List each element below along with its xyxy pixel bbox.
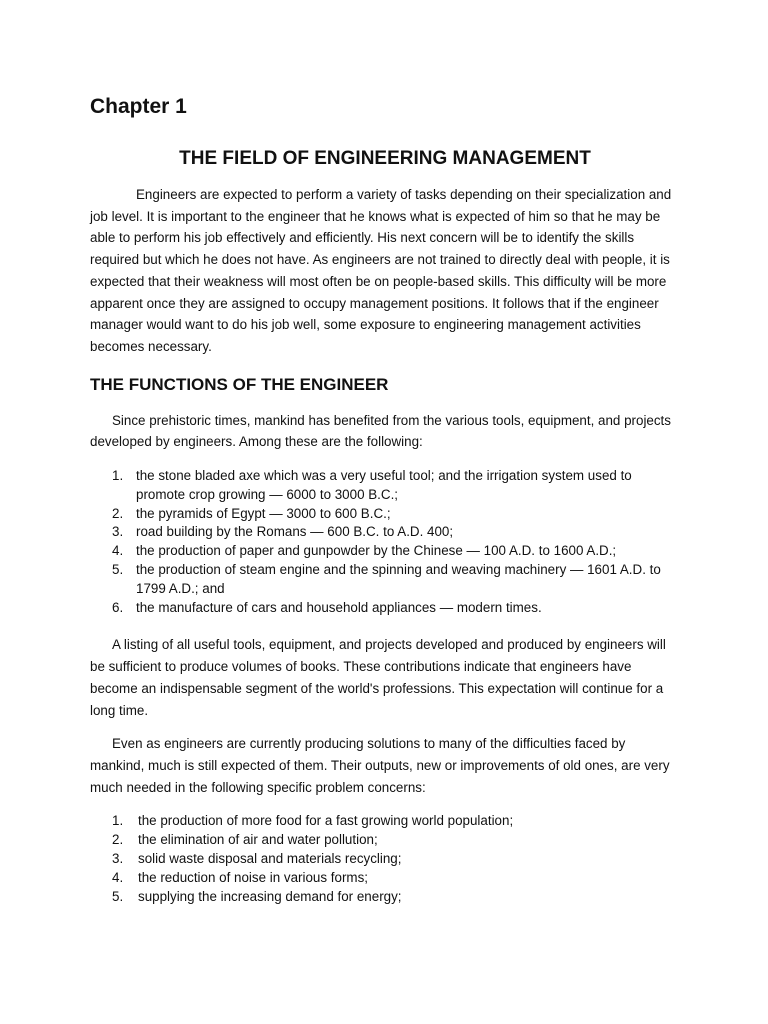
list-item-text: the manufacture of cars and household appliances — modern times. [136,599,542,615]
list-item [90,831,680,850]
list-item [90,812,680,831]
document-title: THE FIELD OF ENGINEERING MANAGEMENT [179,148,591,169]
list-item [90,599,680,618]
list-item [90,869,680,888]
body-paragraph: A listing of all useful tools, equipment, and projects developed and produced by engineers will be sufficient to produce volumes of books. These contributions indicate that engineers have become an indispensable segment of the world's professions. This expectation will continue for a long time. [90,637,666,718]
list-item-text: the production of steam engine and the spinning and weaving machinery — 1601 A.D. to 1799 A.D.; and [136,562,661,596]
list-item [90,850,680,869]
list-item-number: 2. [112,832,124,848]
engineering-contributions-list [90,467,680,617]
list-item-text: the elimination of air and water pollution; [138,832,378,848]
list-item-number: 1. [112,468,124,484]
list-item-text: the production of more food for a fast growing world population; [138,813,514,829]
page-content [90,92,680,906]
list-item-number: 5. [112,888,124,904]
list-item-number: 3. [112,524,124,540]
list-item-number: 1. [112,813,124,829]
list-item [90,542,680,561]
section-heading: THE FUNCTIONS OF THE ENGINEER [90,374,389,394]
list-item-number: 2. [112,505,124,521]
problem-concerns-list [90,812,680,906]
list-item-text: solid waste disposal and materials recycling; [138,850,402,866]
list-item-text: the stone bladed axe which was a very useful tool; and the irrigation system used to promote crop growing — 6000 to 3000 B.C.; [136,468,632,502]
list-item [90,561,680,599]
list-item [90,467,680,505]
body-paragraph: Even as engineers are currently producing solutions to many of the difficulties faced by mankind, much is still expected of them. Their outputs, new or improvements of old ones, are very much needed in the following specific problem concerns: [90,736,670,795]
list-item-number: 6. [112,599,124,615]
list-item-number: 5. [112,562,124,578]
list-item-number: 4. [112,543,124,559]
list-item-number: 3. [112,850,124,866]
chapter-heading: Chapter 1 [90,95,187,118]
list-item-text: the pyramids of Egypt — 3000 to 600 B.C.; [136,505,391,521]
list-item-text: the production of paper and gunpowder by the Chinese — 100 A.D. to 1600 A.D.; [136,543,617,559]
list-item-text: road building by the Romans — 600 B.C. to A.D. 400; [136,524,454,540]
list-item [90,523,680,542]
body-paragraph: Since prehistoric times, mankind has benefited from the various tools, equipment, and projects developed by engineers. Among these are the following: [90,412,671,450]
list-item [90,888,680,907]
intro-paragraph: Engineers are expected to perform a variety of tasks depending on their specialization and job level. It is important to the engineer that he knows what is expected of him so that he may be able to perform his job effectively and efficiently. His next concern will be to identify the skills required but which he does not have. As engineers are not trained to directly deal with people, it is expected that their weakness will most often be on people-based skills. This difficulty will be more apparent once they are assigned to occupy management positions. It follows that if the engineer manager would want to do his job well, some exposure to engineering management activities becomes necessary. [90,187,672,354]
list-item-text: supplying the increasing demand for energy; [138,888,402,904]
list-item [90,505,680,524]
list-item-number: 4. [112,869,124,885]
list-item-text: the reduction of noise in various forms; [138,869,368,885]
